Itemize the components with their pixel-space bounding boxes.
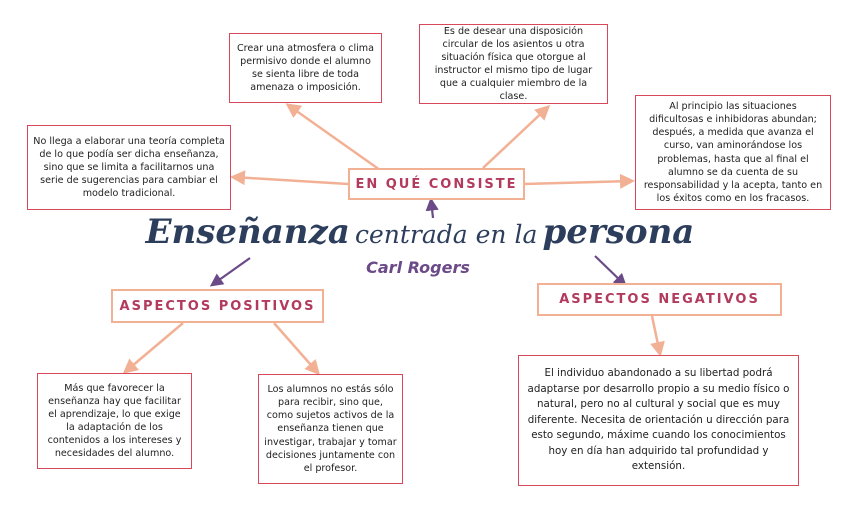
arrow-to-principio <box>524 181 632 184</box>
label-en-que-consiste <box>348 168 525 200</box>
box-principio <box>635 95 831 210</box>
label-aspectos-positivos <box>111 289 324 323</box>
main-title <box>120 212 720 252</box>
arrow-to-teoria <box>233 177 348 184</box>
title-word-persona: persona <box>542 212 695 252</box>
box-disposicion <box>419 24 608 104</box>
title-word-ensenanza: Enseñanza <box>145 212 350 252</box>
arrow-to-alumnos <box>274 323 318 373</box>
arrow-from-title-to-positivos <box>212 258 250 285</box>
label-aspectos-negativos <box>537 283 782 316</box>
box-atmosfera-text: Crear una atmosfera o clima permisivo donde el alumno se sienta libre de toda amenaza o imposición. <box>236 42 375 94</box>
arrow-to-individuo <box>652 316 660 354</box>
box-alumnos <box>258 374 403 484</box>
box-disposicion-text: Es de desear una disposición circular de los asientos u otra situación física que otorgue al instructor el mismo tipo de lugar que a cualquier miembro de la clase. <box>434 25 593 103</box>
arrow-to-favorecer <box>125 323 183 372</box>
label-en-que-consiste-text: EN QUÉ CONSISTE <box>355 176 518 192</box>
label-aspectos-negativos-text: ASPECTOS NEGATIVOS <box>559 292 760 307</box>
box-teoria <box>27 125 231 210</box>
box-favorecer <box>37 373 192 469</box>
arrow-from-title-to-negativos <box>595 256 625 285</box>
box-teoria-text: No llega a elaborar una teoría completa de lo que podía ser dicha enseñanza, sino que se limita a facilitarnos una serie de sugerencias para cambiar el modelo tradicional. <box>33 135 225 200</box>
author-subtitle: Carl Rogers <box>366 258 470 277</box>
box-individuo <box>518 355 799 486</box>
label-aspectos-positivos-text: ASPECTOS POSITIVOS <box>119 298 316 314</box>
title-word-centrada: centrada en la <box>354 220 538 249</box>
box-alumnos-text: Los alumnos no estás sólo para recibir, sino que, como sujetos activos de la enseñanza tienen que investigar, trabajar y tomar decisiones juntamente con el profesor. <box>264 384 397 474</box>
box-favorecer-text: Más que favorecer la enseñanza hay que facilitar el aprendizaje, lo que exige la adaptación de los contenidos a los intereses y necesidades del alumno. <box>47 382 182 460</box>
box-individuo-text: El individuo abandonado a su libertad podrá adaptarse por desarrollo propio a su medio físico o natural, pero no al cultural y social que es muy diferente. Necesita de orientación u dirección para esto segundo, máxime cuando los conocimientos hoy en día han adquirido tal profundidad y extensión. <box>527 367 790 473</box>
box-principio-text: Al principio las situaciones dificultosas e inhibidoras abundan; después, a medida que avanza el curso, van aminorándose los problemas, hasta que al final el alumno se da cuenta de su responsabilidad y la acepta, tanto en los éxitos como en los fracasos. <box>643 101 823 204</box>
box-atmosfera <box>229 33 382 103</box>
arrow-to-disposicion <box>483 107 548 168</box>
arrow-to-atmosfera <box>288 105 380 170</box>
